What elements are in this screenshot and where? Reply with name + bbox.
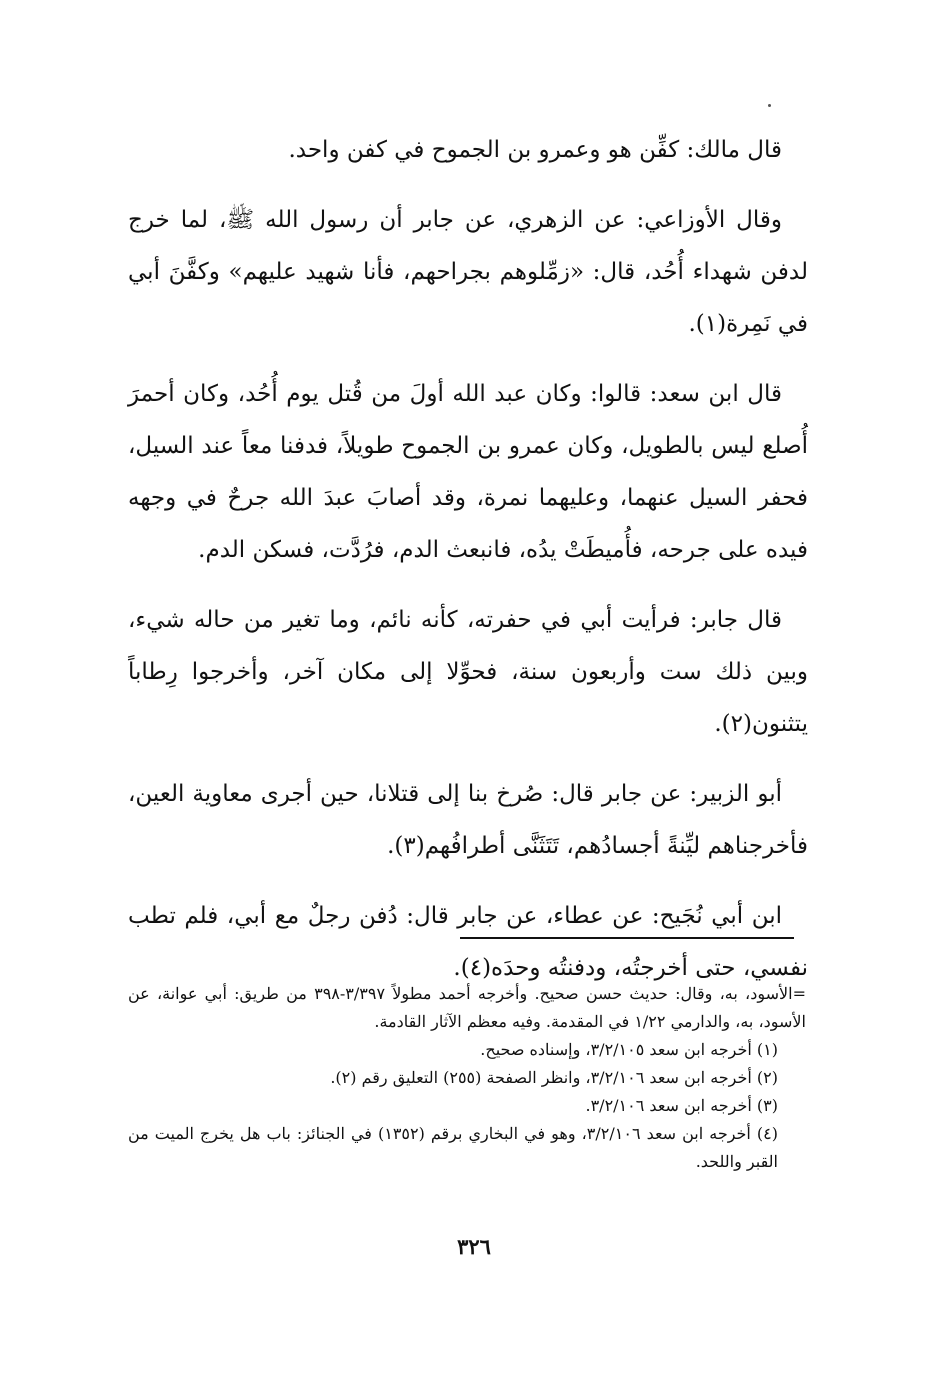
scan-speck (768, 104, 771, 107)
page-number: ٣٢٦ (457, 1234, 491, 1259)
paragraph-text: أبو الزبير: عن جابر قال: صُرخ بنا إلى قتلانا، حين أجرى معاوية العين، فأخرجناهم ليِّنةً أجسادُهم، تَتَثَنَّى أطرافُهم(٣). (128, 781, 808, 859)
paragraph-awzai (128, 194, 808, 350)
footnote-2: (٢) أخرجه ابن سعد ٣/٢/١٠٦، وانظر الصفحة (٢٥٥) التعليق رقم (٢). (330, 1068, 778, 1087)
footnote-continuation: =الأسود، به، وقال: حديث حسن صحيح. وأخرجه أحمد مطولاً ٣/٣٩٧-٣٩٨ من طريق: أبي عوانة، عن الأسود، به، والدارمي ١/٢٢ في المقدمة. وفيه معظم الآثار القادمة. (128, 984, 806, 1031)
paragraph-malik (128, 124, 808, 176)
footnote-separator (460, 937, 794, 939)
paragraph-text: وقال الأوزاعي: عن الزهري، عن جابر أن رسول الله ﷺ، لما خرج لدفن شهداء أُحُد، قال: «زمِّلوهم بجراحهم، فأنا شهيد عليهم» وكفَّنَ أبي في نَمِرة(١). (128, 207, 808, 337)
footnote-1: (١) أخرجه ابن سعد ٣/٢/١٠٥، وإسناده صحيح. (480, 1040, 778, 1059)
paragraph-text: ابن أبي نُجَيح: عن عطاء، عن جابر قال: دُفن رجلٌ مع أبي، فلم تطب نفسي، حتى أخرجتُه، ودفنتُه وحدَه(٤). (128, 903, 808, 981)
footnotes-section (128, 980, 806, 1176)
paragraph-jabir (128, 594, 808, 750)
footnote-4: (٤) أخرجه ابن سعد ٣/٢/١٠٦، وهو في البخاري برقم (١٣٥٢) في الجنائز: باب هل يخرج الميت من القبر واللحد. (128, 1124, 778, 1171)
paragraph-text: قال مالك: كفِّن هو وعمرو بن الجموح في كفن واحد. (288, 137, 782, 163)
paragraph-text: قال جابر: فرأيت أبي في حفرته، كأنه نائم، وما تغير من حاله شيء، وبين ذلك ست وأربعون سنة، فحوِّلا إلى مكان آخر، وأخرجوا رِطاباً يتثنون(٢). (128, 607, 809, 737)
footnote-3: (٣) أخرجه ابن سعد ٣/٢/١٠٦. (585, 1096, 778, 1115)
paragraph-abu-al-zubayr (128, 768, 808, 872)
main-text-body (128, 124, 808, 994)
paragraph-text: قال ابن سعد: قالوا: وكان عبد الله أولَ من قُتل يوم أُحُد، وكان أحمرَ أُصلع ليس بالطويل، وكان عمرو بن الجموح طويلاً، فدفنا معاً عند السيل، فحفر السيل عنهما، وعليهما نمرة، وقد أصابَ عبدَ الله جرحٌ في وجهه فيده على جرحه، فأُميطَتْ يدُه، فانبعث الدم، فرُدَّت، فسكن الدم. (128, 381, 808, 563)
paragraph-ibn-saad (128, 368, 808, 576)
paragraph-ibn-abi-najih (128, 890, 808, 994)
